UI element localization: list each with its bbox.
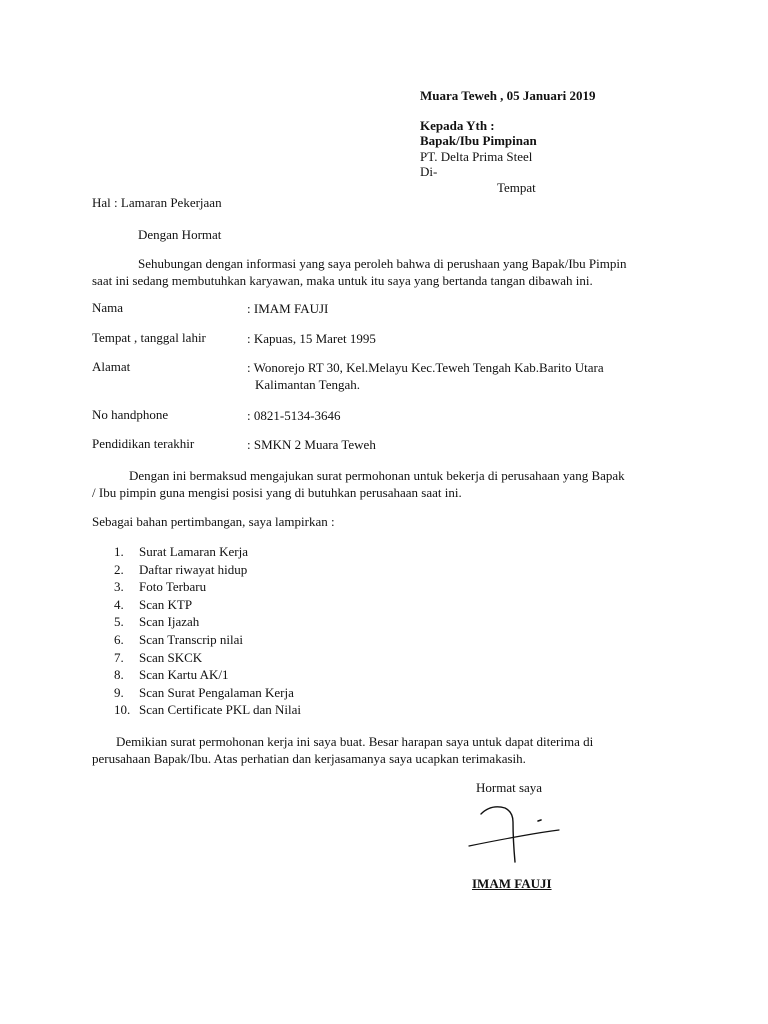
address-line-2: Kalimantan Tengah. [255, 377, 360, 392]
recipient-title: Bapak/Ibu Pimpinan [420, 133, 537, 148]
field-value: : 0821-5134-3646 [247, 408, 341, 423]
list-item [114, 701, 301, 719]
signer-name: IMAM FAUJI [472, 876, 552, 891]
recipient-place: Tempat [497, 180, 536, 195]
regards: Hormat saya [476, 780, 543, 795]
field-value: : SMKN 2 Muara Teweh [247, 437, 376, 452]
field-label: Alamat [92, 359, 131, 374]
field-value: : IMAM FAUJI [247, 301, 329, 316]
list-item-text: Scan SKCK [139, 649, 203, 665]
closing-line-2: perusahaan Bapak/Ibu. Atas perhatian dan kerjasamanya saya ucapkan terimakasih. [92, 751, 526, 766]
purpose-line-2: / Ibu pimpin guna mengisi posisi yang di butuhkan perusahaan saat ini. [92, 485, 462, 500]
list-item-text: Scan KTP [139, 596, 193, 612]
list-item-number: 10. [114, 702, 131, 718]
field-value-address [247, 359, 604, 393]
list-item [114, 561, 301, 579]
recipient-salutation: Kepada Yth : [420, 118, 495, 133]
list-item-number: 9. [114, 684, 124, 700]
list-item-text: Daftar riwayat hidup [139, 561, 248, 577]
list-item-text: Scan Kartu AK/1 [139, 667, 229, 683]
list-item-text: Scan Ijazah [139, 614, 200, 630]
list-item-number: 8. [114, 667, 124, 683]
field-label: Pendidikan terakhir [92, 436, 195, 451]
list-item-number: 3. [114, 579, 124, 595]
signature [463, 800, 573, 870]
intro-line-2: saat ini sedang membutuhkan karyawan, maka untuk itu saya yang bertanda tangan dibawah ini. [92, 273, 593, 288]
list-item-text: Scan Transcrip nilai [139, 631, 243, 647]
attachments-intro: Sebagai bahan pertimbangan, saya lampirkan : [92, 514, 335, 529]
list-item-number: 4. [114, 596, 124, 612]
list-item-text: Surat Lamaran Kerja [139, 544, 249, 559]
list-item [114, 649, 301, 667]
intro-paragraph [92, 255, 626, 289]
list-item [114, 543, 301, 561]
field-label: Nama [92, 300, 124, 315]
closing-line-1: Demikian surat permohonan kerja ini saya buat. Besar harapan saya untuk dapat diterima di [116, 734, 594, 749]
list-item-text: Foto Terbaru [139, 579, 207, 595]
recipient-company: PT. Delta Prima Steel [420, 149, 533, 164]
list-item-number: 1. [114, 544, 124, 559]
place-date: Muara Teweh , 05 Januari 2019 [420, 88, 596, 103]
list-item [114, 596, 301, 614]
attachments-list [114, 543, 301, 719]
subject-line: Hal : Lamaran Pekerjaan [92, 195, 222, 210]
address-line-1: : Wonorejo RT 30, Kel.Melayu Kec.Teweh Tengah Kab.Barito Utara [247, 360, 604, 375]
field-label: No handphone [92, 407, 169, 422]
list-item-number: 7. [114, 649, 124, 665]
intro-line-1: Sehubungan dengan informasi yang saya peroleh bahwa di perushaan yang Bapak/Ibu Pimpin [138, 256, 627, 271]
list-item-text: Scan Surat Pengalaman Kerja [139, 684, 294, 700]
list-item [114, 631, 301, 649]
purpose-paragraph [92, 467, 625, 501]
list-item [114, 666, 301, 684]
purpose-line-1: Dengan ini bermaksud mengajukan surat permohonan untuk bekerja di perusahaan yang Bapak [129, 468, 625, 483]
field-label: Tempat , tanggal lahir [92, 330, 206, 345]
list-item-number: 2. [114, 561, 124, 577]
list-item-text: Scan Certificate PKL dan Nilai [139, 702, 301, 718]
recipient-di: Di- [420, 164, 438, 179]
greeting: Dengan Hormat [138, 227, 222, 242]
list-item [114, 578, 301, 596]
list-item [114, 613, 301, 631]
field-value: : Kapuas, 15 Maret 1995 [247, 331, 376, 346]
list-item [114, 684, 301, 702]
closing-paragraph [92, 733, 593, 767]
list-item-number: 6. [114, 631, 124, 647]
list-item-number: 5. [114, 614, 124, 630]
